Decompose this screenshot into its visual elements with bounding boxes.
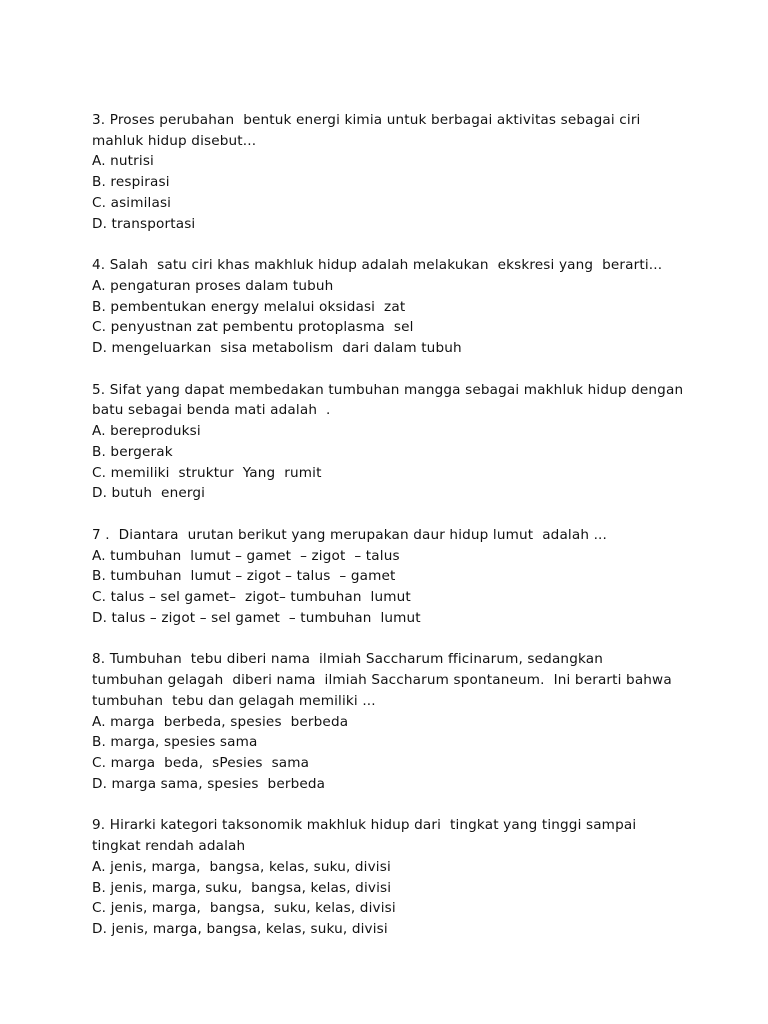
question-stem-line: 5. Sifat yang dapat membedakan tumbuhan mangga sebagai makhluk hidup dengan	[92, 381, 684, 398]
question-9	[92, 815, 692, 939]
answer-option-c: C. talus – sel gamet– zigot– tumbuhan lumut	[92, 589, 411, 606]
question-stem-line: 4. Salah satu ciri khas makhluk hidup adalah melakukan ekskresi yang berarti...	[92, 257, 663, 274]
answer-option-a: A. jenis, marga, bangsa, kelas, suku, divisi	[92, 858, 391, 875]
answer-option-c: C. asimilasi	[92, 194, 172, 211]
question-5	[92, 380, 692, 504]
answer-option-d: D. jenis, marga, bangsa, kelas, suku, divisi	[92, 920, 388, 937]
question-stem-line: 9. Hirarki kategori taksonomik makhluk hidup dari tingkat yang tinggi sampai	[92, 817, 637, 834]
answer-option-b: B. bergerak	[92, 443, 173, 460]
question-stem-line: mahluk hidup disebut...	[92, 132, 257, 149]
question-stem-line: tingkat rendah adalah	[92, 838, 246, 855]
answer-option-a: A. nutrisi	[92, 153, 154, 170]
answer-option-d: D. marga sama, spesies berbeda	[92, 775, 326, 792]
question-7	[92, 525, 692, 629]
answer-option-b: B. respirasi	[92, 174, 170, 191]
question-stem-line: 3. Proses perubahan bentuk energi kimia untuk berbagai aktivitas sebagai ciri	[92, 112, 641, 128]
answer-option-c: C. jenis, marga, bangsa, suku, kelas, divisi	[92, 900, 396, 917]
answer-option-a: A. tumbuhan lumut – gamet – zigot – talus	[92, 547, 400, 564]
answer-option-b: B. jenis, marga, suku, bangsa, kelas, divisi	[92, 879, 392, 896]
question-stem-line: tumbuhan tebu dan gelagah memiliki ...	[92, 692, 376, 709]
question-stem-line: 7 . Diantara urutan berikut yang merupakan daur hidup lumut adalah ...	[92, 526, 607, 543]
answer-option-d: D. transportasi	[92, 215, 196, 232]
question-stem-line: batu sebagai benda mati adalah .	[92, 402, 331, 419]
answer-option-a: A. marga berbeda, spesies berbeda	[92, 713, 349, 730]
answer-option-c: C. marga beda, sPesies sama	[92, 754, 310, 771]
question-stem-line: 8. Tumbuhan tebu diberi nama ilmiah Saccharum fficinarum, sedangkan	[92, 651, 604, 668]
answer-option-b: B. marga, spesies sama	[92, 734, 258, 751]
answer-option-c: C. memiliki struktur Yang rumit	[92, 464, 322, 481]
question-8	[92, 649, 692, 794]
answer-option-a: A. bereproduksi	[92, 423, 201, 440]
answer-option-d: D. butuh energi	[92, 485, 206, 502]
question-stem-line: tumbuhan gelagah diberi nama ilmiah Saccharum spontaneum. Ini berarti bahwa	[92, 672, 672, 689]
answer-option-d: D. talus – zigot – sel gamet – tumbuhan lumut	[92, 609, 421, 626]
answer-option-a: A. pengaturan proses dalam tubuh	[92, 277, 334, 294]
answer-option-b: B. tumbuhan lumut – zigot – talus – gamet	[92, 568, 396, 585]
question-4	[92, 255, 692, 359]
answer-option-b: B. pembentukan energy melalui oksidasi zat	[92, 298, 406, 315]
answer-option-d: D. mengeluarkan sisa metabolism dari dalam tubuh	[92, 340, 462, 357]
worksheet-page	[92, 110, 692, 961]
question-3	[92, 110, 692, 234]
answer-option-c: C. penyustnan zat pembentu protoplasma sel	[92, 319, 414, 336]
